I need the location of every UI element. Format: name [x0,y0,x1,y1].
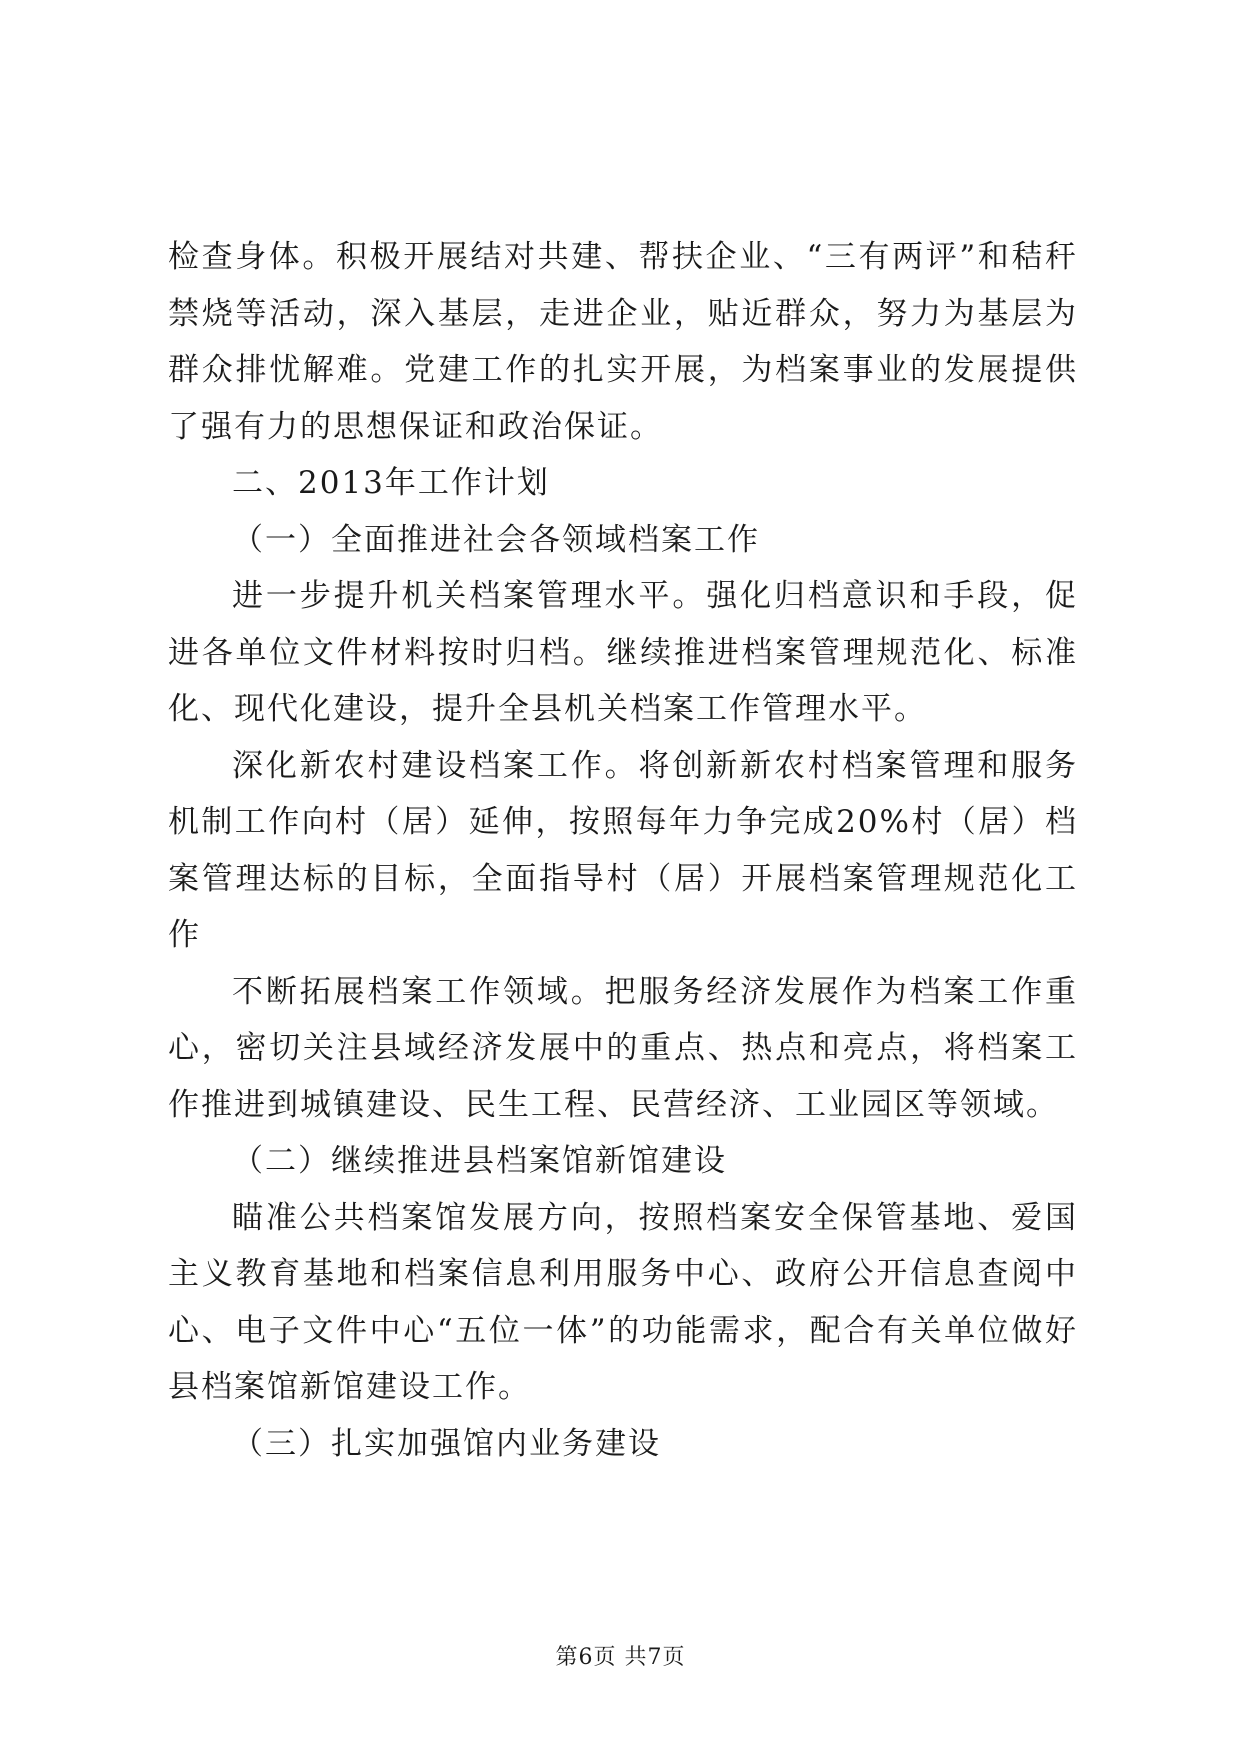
paragraph-new-archive-building: 瞄准公共档案馆发展方向，按照档案安全保管基地、爱国主义教育基地和档案信息利用服务中心、政府公开信息查阅中心、电子文件中心“五位一体”的功能需求，配合有关单位做好县档案馆新馆建设工作。 [168,1199,1078,1405]
subsection-heading-2: （二）继续推进县档案馆新馆建设 [232,1143,727,1179]
paragraph-party-building-continued: 检查身体。积极开展结对共建、帮扶企业、“三有两评”和秸秆禁烧等活动，深入基层，走进企业，贴近群众，努力为基层为群众排忧解难。党建工作的扎实开展，为档案事业的发展提供了强有力的思想保证和政治保证。 [168,239,1078,445]
paragraph-expand-archives: 不断拓展档案工作领域。把服务经济发展作为档案工作重心，密切关注县域经济发展中的重点、热点和亮点，将档案工作推进到城镇建设、民生工程、民营经济、工业园区等领域。 [168,973,1078,1123]
paragraph-agency-archives: 进一步提升机关档案管理水平。强化归档意识和手段，促进各单位文件材料按时归档。继续推进档案管理规范化、标准化、现代化建设，提升全县机关档案工作管理水平。 [168,578,1078,727]
paragraph-rural-archives: 深化新农村建设档案工作。将创新新农村档案管理和服务机制工作向村（居）延伸，按照每年力争完成20%村（居）档案管理达标的目标，全面指导村（居）开展档案管理规范化工作 [168,747,1078,953]
subsection-heading-3: （三）扎实加强馆内业务建设 [232,1425,661,1462]
document-body [168,229,1078,1472]
page-footer: 第6页 共7页 [555,1645,686,1670]
section-heading-2013-work-plan: 二、2013年工作计划 [232,465,550,501]
subsection-heading-1: （一）全面推进社会各领域档案工作 [232,521,760,558]
